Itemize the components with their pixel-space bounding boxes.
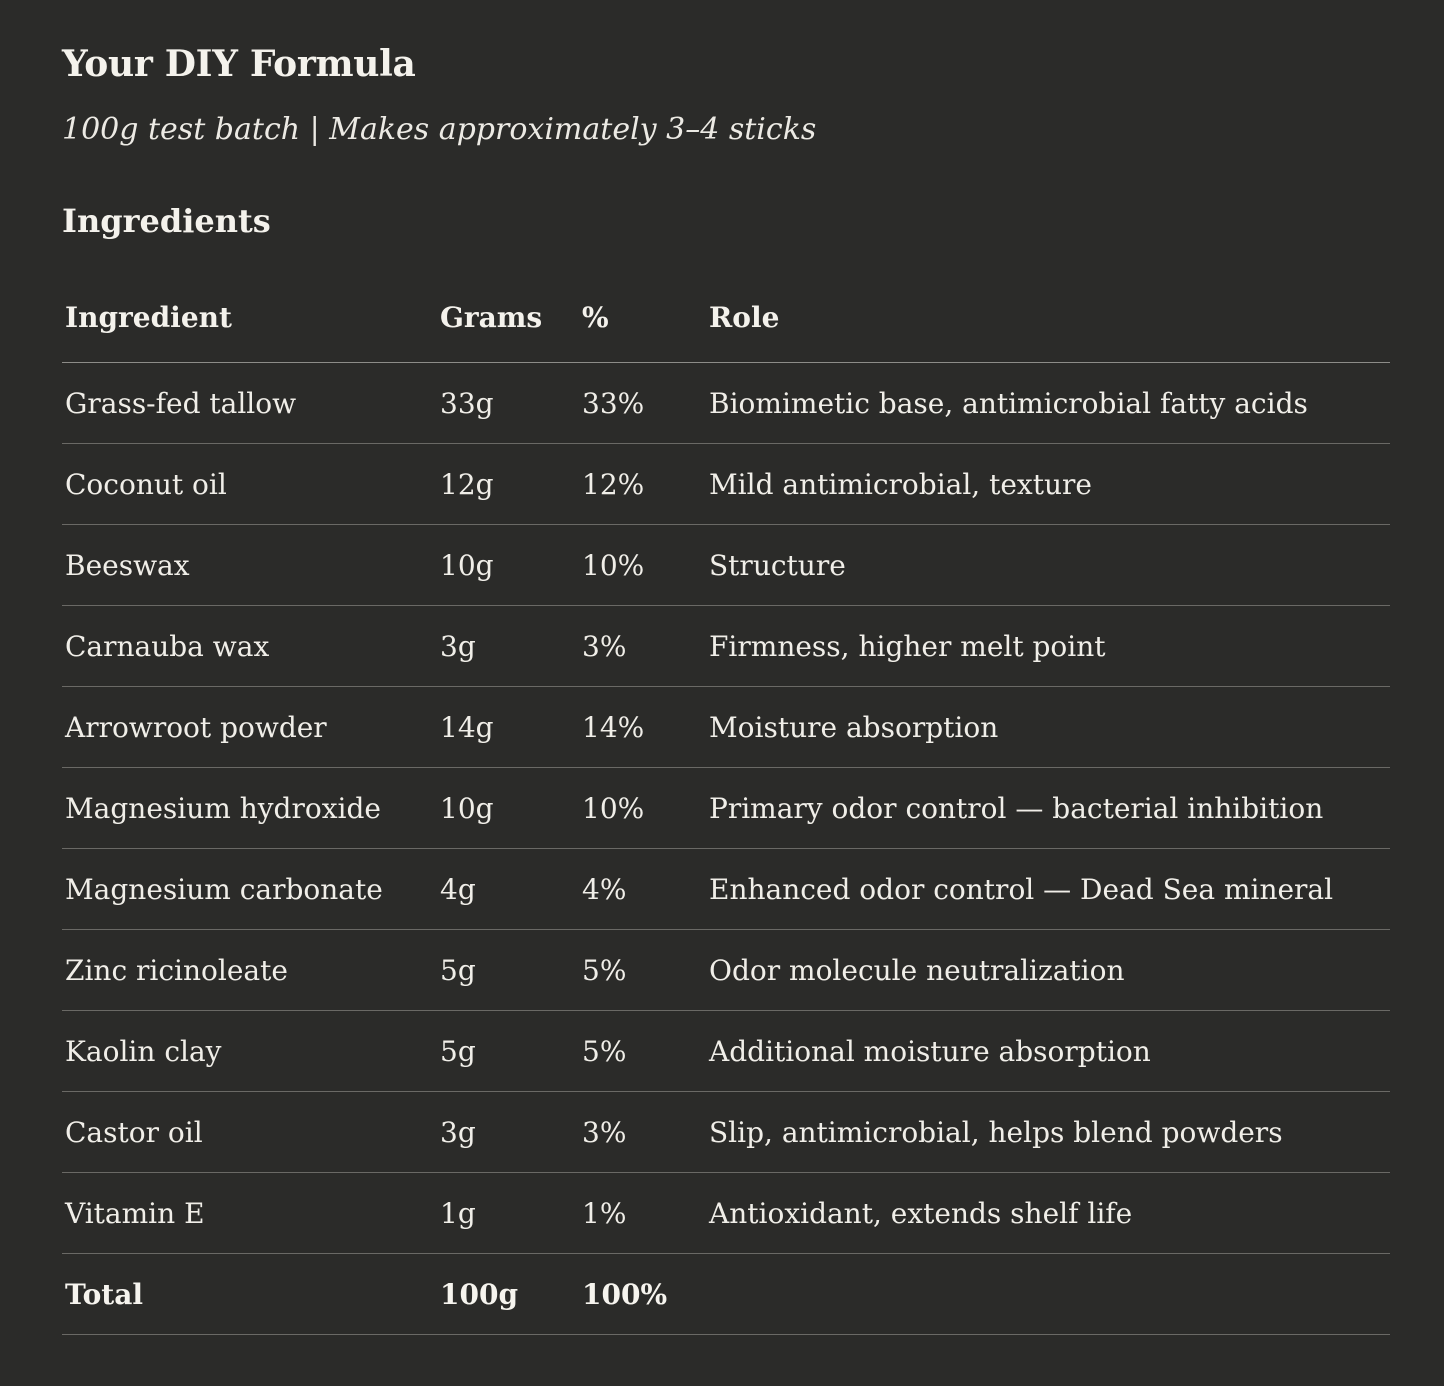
ingredient-cell: Carnauba wax xyxy=(62,606,437,687)
ingredient-cell: Castor oil xyxy=(62,1092,437,1173)
percent-cell: 5% xyxy=(579,930,706,1011)
role-cell: Mild antimicrobial, texture xyxy=(706,444,1390,525)
grams-cell: 33g xyxy=(437,363,579,444)
percent-cell: 4% xyxy=(579,849,706,930)
table-row xyxy=(62,1173,1390,1254)
table-row xyxy=(62,1092,1390,1173)
table-header-row xyxy=(62,276,1390,363)
page-title: Your DIY Formula xyxy=(62,43,416,85)
column-header-ingredient: Ingredient xyxy=(62,276,437,363)
grams-cell: 5g xyxy=(437,1011,579,1092)
grams-cell: 4g xyxy=(437,849,579,930)
ingredient-cell: Kaolin clay xyxy=(62,1011,437,1092)
ingredient-cell: Coconut oil xyxy=(62,444,437,525)
grams-cell: 5g xyxy=(437,930,579,1011)
percent-cell: 5% xyxy=(579,1011,706,1092)
role-cell: Odor molecule neutralization xyxy=(706,930,1390,1011)
role-cell: Enhanced odor control — Dead Sea mineral xyxy=(706,849,1390,930)
grams-cell: 3g xyxy=(437,1092,579,1173)
ingredient-cell: Grass-fed tallow xyxy=(62,363,437,444)
grams-cell: 12g xyxy=(437,444,579,525)
total-label: Total xyxy=(62,1254,437,1335)
table-row xyxy=(62,363,1390,444)
grams-cell: 10g xyxy=(437,525,579,606)
role-cell: Moisture absorption xyxy=(706,687,1390,768)
ingredient-cell: Arrowroot powder xyxy=(62,687,437,768)
table-row xyxy=(62,849,1390,930)
total-percent: 100% xyxy=(579,1254,706,1335)
column-header-percent: % xyxy=(579,276,706,363)
total-row xyxy=(62,1254,1390,1335)
table-row xyxy=(62,687,1390,768)
column-header-grams: Grams xyxy=(437,276,579,363)
ingredients-table xyxy=(62,276,1390,1335)
percent-cell: 33% xyxy=(579,363,706,444)
percent-cell: 3% xyxy=(579,1092,706,1173)
table-row xyxy=(62,525,1390,606)
ingredient-cell: Zinc ricinoleate xyxy=(62,930,437,1011)
grams-cell: 1g xyxy=(437,1173,579,1254)
grams-cell: 14g xyxy=(437,687,579,768)
ingredient-cell: Magnesium hydroxide xyxy=(62,768,437,849)
role-cell: Structure xyxy=(706,525,1390,606)
role-cell: Slip, antimicrobial, helps blend powders xyxy=(706,1092,1390,1173)
table-row xyxy=(62,606,1390,687)
ingredient-cell: Vitamin E xyxy=(62,1173,437,1254)
grams-cell: 3g xyxy=(437,606,579,687)
role-cell: Additional moisture absorption xyxy=(706,1011,1390,1092)
percent-cell: 14% xyxy=(579,687,706,768)
table-row xyxy=(62,768,1390,849)
percent-cell: 10% xyxy=(579,525,706,606)
role-cell: Antioxidant, extends shelf life xyxy=(706,1173,1390,1254)
table-row xyxy=(62,930,1390,1011)
section-heading: Ingredients xyxy=(62,202,271,240)
column-header-role: Role xyxy=(706,276,1390,363)
ingredient-cell: Beeswax xyxy=(62,525,437,606)
table-row xyxy=(62,444,1390,525)
ingredient-cell: Magnesium carbonate xyxy=(62,849,437,930)
table-row xyxy=(62,1011,1390,1092)
role-cell: Primary odor control — bacterial inhibition xyxy=(706,768,1390,849)
role-cell: Firmness, higher melt point xyxy=(706,606,1390,687)
total-role xyxy=(706,1254,1390,1335)
percent-cell: 12% xyxy=(579,444,706,525)
grams-cell: 10g xyxy=(437,768,579,849)
total-grams: 100g xyxy=(437,1254,579,1335)
page-subtitle: 100g test batch | Makes approximately 3–4 sticks xyxy=(62,112,817,147)
role-cell: Biomimetic base, antimicrobial fatty acids xyxy=(706,363,1390,444)
percent-cell: 3% xyxy=(579,606,706,687)
percent-cell: 10% xyxy=(579,768,706,849)
percent-cell: 1% xyxy=(579,1173,706,1254)
